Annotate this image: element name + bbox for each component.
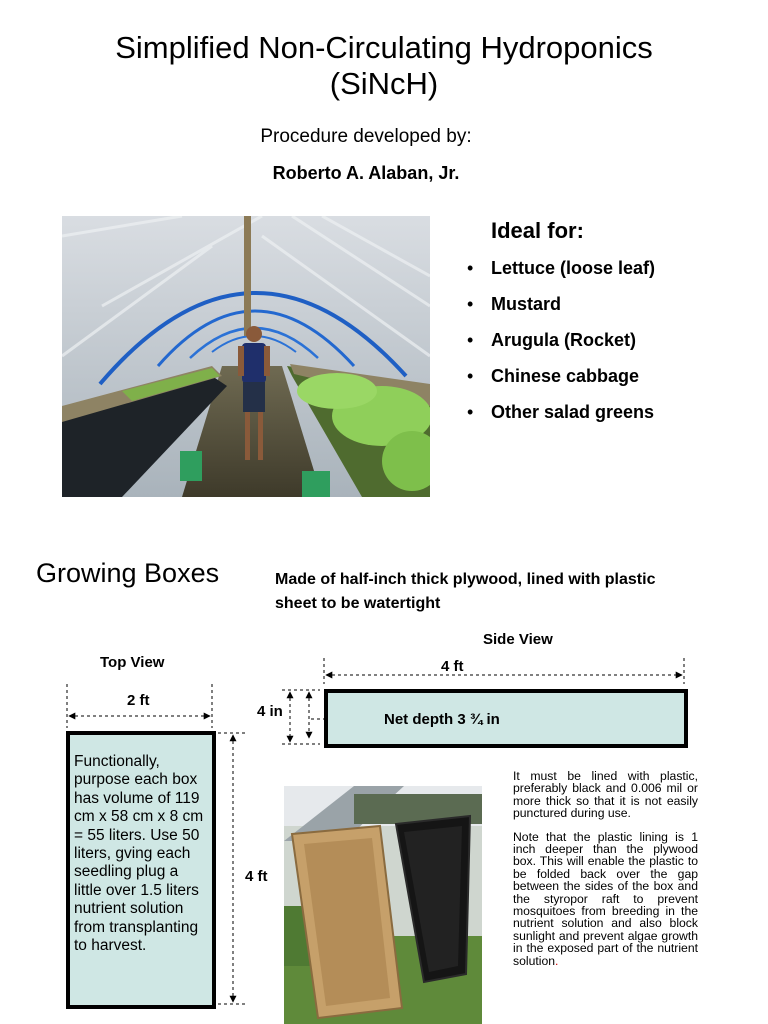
author-name: Roberto A. Alaban, Jr. xyxy=(272,163,460,183)
bullet-icon: • xyxy=(467,258,474,278)
note-paragraph-2: Note that the plastic lining is 1 inch deeper than the plywood box. This will enable the plastic to be folded back over the gap between the sides of the box and the styropor raft to prevent mosquitoes from breeding in the nutrient solution and also block sunlight and prevent algae growth in the exposed part of the nutrient solution. xyxy=(513,829,698,968)
side-view-box xyxy=(324,689,688,748)
crop-label: Chinese cabbage xyxy=(491,366,640,386)
title-line-2: (SiNcH) xyxy=(329,66,439,101)
length-4ft-label: 4 ft xyxy=(441,658,464,675)
depth-4in-label: 4 in xyxy=(257,703,283,720)
note-paragraph-2-text: Note that the plastic lining is 1 inch deeper than the plywood box. This will enable the plastic to be folded back over the gap between the sides of the box and the styropor raft to prevent mosquitoes from breeding in the nutrient solution and also block sunlight and prevent algae growth in the exposed part of the nutrient solution xyxy=(513,829,698,968)
net-depth-label: Net depth 3 ¾ in xyxy=(384,711,500,728)
boxes-photo xyxy=(284,786,482,1024)
crop-label: Arugula (Rocket) xyxy=(491,330,637,350)
growing-boxes-title: Growing Boxes xyxy=(36,558,220,588)
crop-label: Lettuce (loose leaf) xyxy=(491,258,656,278)
crop-label: Mustard xyxy=(491,294,562,314)
bullet-icon: • xyxy=(467,402,474,422)
crop-label: Other salad greens xyxy=(491,402,655,422)
growing-boxes-description: Made of half-inch thick plywood, lined with plastic sheet to be watertight xyxy=(275,571,656,612)
bullet-icon: • xyxy=(467,294,474,314)
top-view-label: Top View xyxy=(100,654,165,671)
height-4ft-label: 4 ft xyxy=(245,868,268,885)
note-paragraph-1: It must be lined with plastic, preferably black and 0.006 mil or more thick so that it is not easily punctured during use. xyxy=(513,769,698,821)
title-line-1: Simplified Non-Circulating Hydroponics xyxy=(115,30,653,65)
box-volume-text: Functionally, purpose each box has volume of 119 cm x 58 cm x 8 cm = 55 liters. Use 50 liters, gving each seedling plug a little over 1.5 liters nutrient solution from transplanting to harvest. xyxy=(74,753,204,955)
bullet-icon: • xyxy=(467,330,474,350)
lining-notes xyxy=(513,770,698,978)
width-2ft-label: 2 ft xyxy=(127,692,150,709)
ideal-for-heading: Ideal for: xyxy=(491,218,584,243)
subtitle: Procedure developed by: xyxy=(260,126,472,147)
bullet-icon: • xyxy=(467,366,474,386)
side-view-label: Side View xyxy=(483,631,553,648)
